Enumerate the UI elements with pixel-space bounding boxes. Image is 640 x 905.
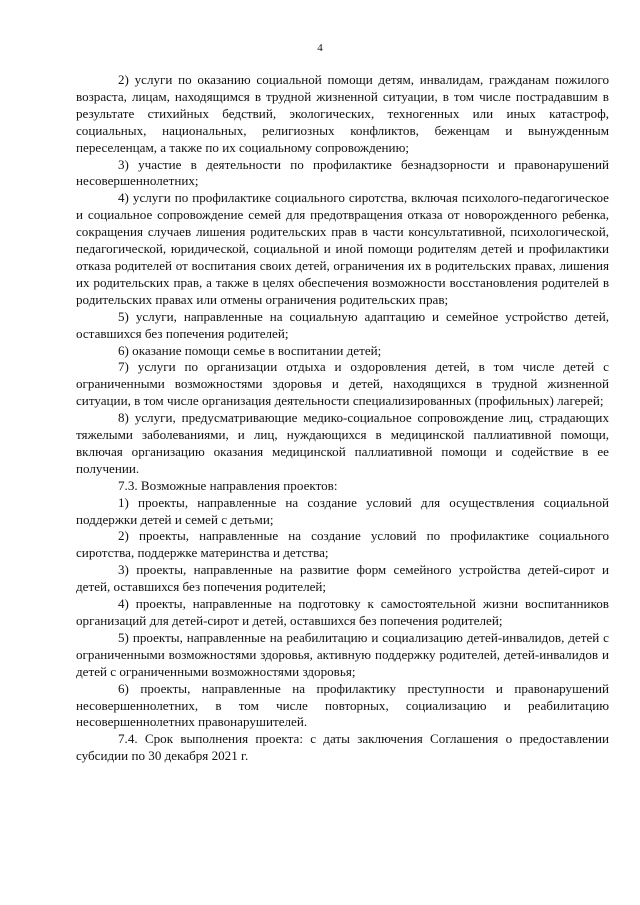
paragraph-item-7-recreation: 7) услуги по организации отдыха и оздоровления детей, в том числе детей с ограниченными возможностями здоровья и детей, находящихся в трудной жизненной ситуации, в том числе организация деятельности специализированных (профильных) лагерей;	[76, 359, 609, 409]
section-7-4-deadline: 7.4. Срок выполнения проекта: с даты заключения Соглашения о предоставлении субсидии по 30 декабря 2021 г.	[76, 731, 609, 764]
document-body	[76, 72, 609, 765]
paragraph-item-3-neglect-prevention: 3) участие в деятельности по профилактике безнадзорности и правонарушений несовершеннолетних;	[76, 156, 609, 189]
paragraph-project-2: 2) проекты, направленные на создание условий по профилактике социального сиротства, поддержке материнства и детства;	[76, 528, 609, 561]
page-number: 4	[317, 42, 323, 54]
paragraph-item-2-social-assistance: 2) услуги по оказанию социальной помощи детям, инвалидам, гражданам пожилого возраста, лицам, находящимся в трудной жизненной ситуации, в том числе пострадавшим в результате стихийных бедствий, экологических, техногенных или иных катастроф, социальных, национальных, религиозных конфликтов, беженцам и вынужденным переселенцам, а также по их социальному сопровождению;	[76, 72, 609, 155]
paragraph-project-3: 3) проекты, направленные на развитие форм семейного устройства детей-сирот и детей, оставшихся без попечения родителей;	[76, 562, 609, 595]
paragraph-project-4: 4) проекты, направленные на подготовку к самостоятельной жизни воспитанников организаций для детей-сирот и детей, оставшихся без попечения родителей;	[76, 596, 609, 628]
paragraph-project-6: 6) проекты, направленные на профилактику преступности и правонарушений несовершеннолетних, в том числе повторных, социализацию и реабилитацию несовершеннолетних правонарушителей.	[76, 680, 609, 730]
paragraph-item-5-family-placement: 5) услуги, направленные на социальную адаптацию и семейное устройство детей, оставшихся без попечения родителей;	[76, 308, 609, 341]
paragraph-item-4-orphanhood-prevention: 4) услуги по профилактике социального сиротства, включая психолого-педагогическое и социальное сопровождение семей для предотвращения отказа от новорожденного ребенка, сокращения случаев лишения родительских прав в части консультативной, психологической, педагогической, юридической, социальной и иной помощи родителям детей и профилактики отказа родителей от воспитания своих детей, ограничения их в родительских правах, лишения их родительских прав, а также в целях обеспечения возможности восстановления родителей в родительских правах или отмены ограничения родительских прав;	[76, 190, 609, 307]
paragraph-project-1: 1) проекты, направленные на создание условий для осуществления социальной поддержки детей и семей с детьми;	[76, 494, 609, 527]
paragraph-item-6-family-help: 6) оказание помощи семье в воспитании детей;	[118, 342, 382, 358]
paragraph-item-8-palliative: 8) услуги, предусматривающие медико-социальное сопровождение лиц, страдающих тяжелыми заболеваниями, и лиц, нуждающихся в медицинской паллиативной помощи, включая организацию оказания медицинской паллиативной помощи и содействие в ее получении.	[76, 410, 609, 476]
section-heading-7-3: 7.3. Возможные направления проектов:	[118, 477, 338, 493]
paragraph-project-5: 5) проекты, направленные на реабилитацию и социализацию детей-инвалидов, детей с ограниченными возможностями здоровья, активную поддержку родителей, детей-инвалидов и детей с ограниченными возможностями здоровья;	[76, 629, 609, 679]
